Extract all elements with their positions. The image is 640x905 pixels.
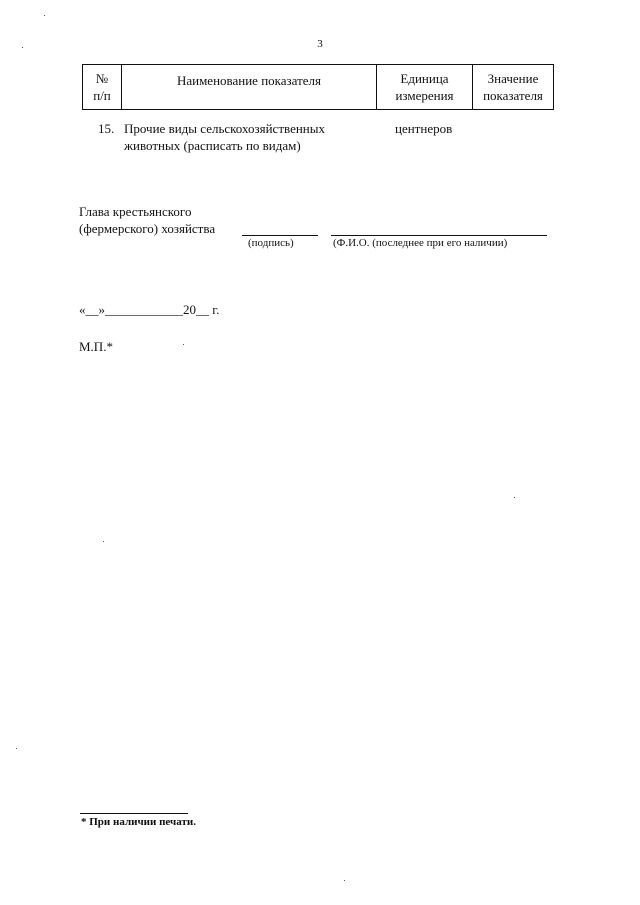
signatory-title: Глава крестьянского (фермерского) хозяйства (79, 204, 216, 236)
full-name-caption: (Ф.И.О. (последнее при его наличии) (333, 237, 508, 249)
col-value-header: Значение показателя (473, 65, 554, 110)
full-name-line (331, 235, 547, 236)
scan-speck (514, 497, 515, 498)
indicator-table-header (82, 64, 554, 110)
scan-speck (344, 880, 345, 881)
col-name-header: Наименование показателя (122, 65, 377, 110)
footnote: * При наличии печати. (81, 816, 196, 828)
scan-speck (183, 344, 184, 345)
scan-speck (103, 541, 104, 542)
row-unit: центнеров (395, 121, 453, 136)
col-unit-header: Единица измерения (377, 65, 473, 110)
scan-speck (44, 15, 45, 16)
col-number-header: № п/п (83, 65, 122, 110)
scan-speck (16, 748, 17, 749)
row-number: 15. (98, 121, 115, 136)
page-number: 3 (317, 38, 323, 50)
scan-speck (22, 47, 23, 48)
stamp-mark: М.П.* (79, 339, 113, 354)
signature-line (242, 235, 318, 236)
row-name: Прочие виды сельскохозяйственных животных (расписать по видам) (124, 121, 325, 153)
date-line: «__»____________20__ г. (79, 302, 220, 317)
footnote-separator (80, 813, 188, 814)
signature-caption: (подпись) (248, 237, 294, 249)
